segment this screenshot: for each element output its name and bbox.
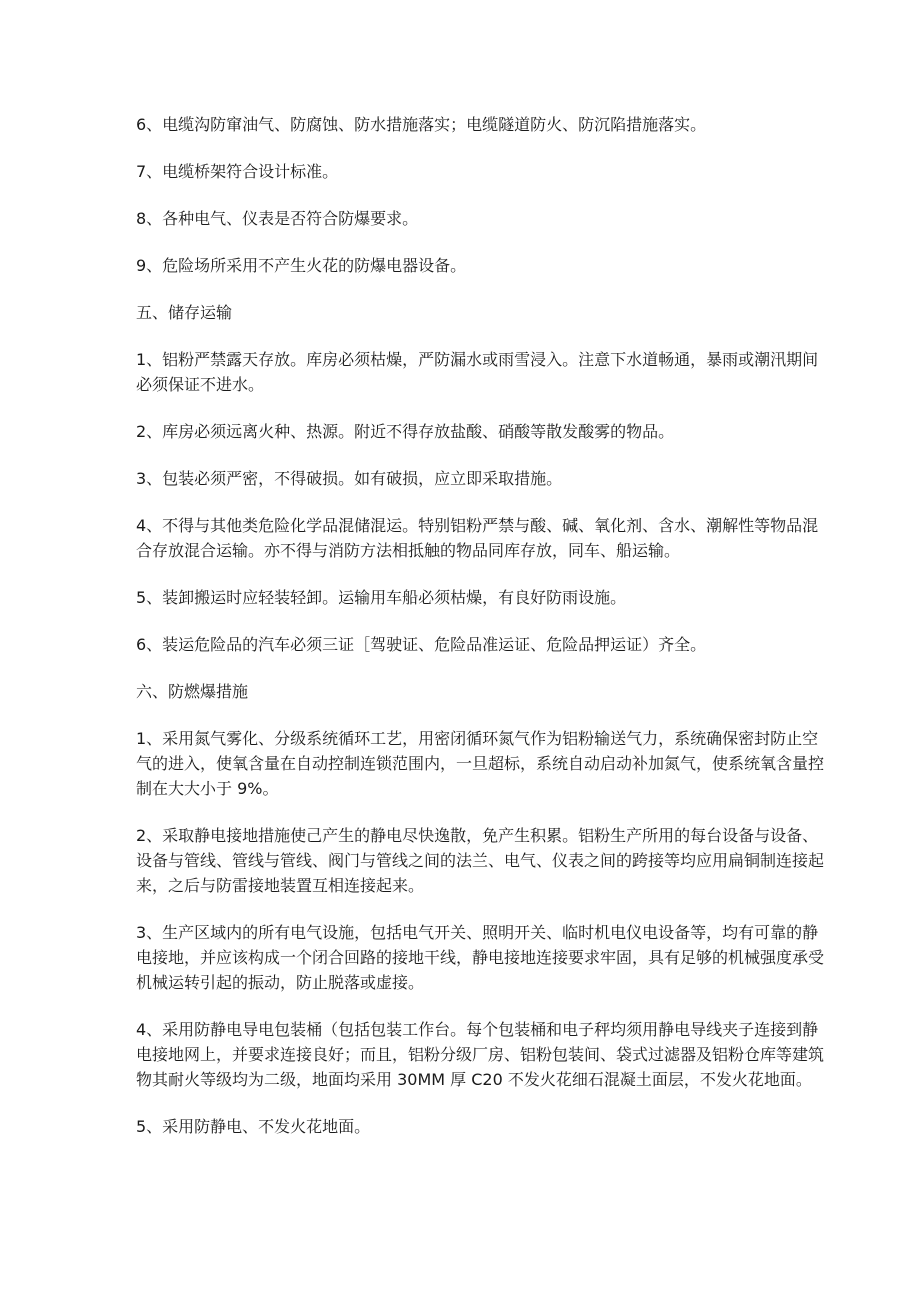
paragraph-storage-5: 5、装卸搬运时应轻装轻卸。运输用车船必须枯燥，有良好防雨设施。: [136, 588, 627, 607]
section-heading-storage-transport: 五、储存运输: [136, 303, 233, 322]
paragraph-prevention-5: 5、采用防静电、不发火花地面。: [136, 1117, 371, 1136]
paragraph-storage-6: 6、装运危险品的汽车必须三证［驾驶证、危险品准运证、危险品押运证）齐全。: [136, 635, 707, 654]
paragraph-prevention-3: 3、生产区域内的所有电气设施，包括电气开关、照明开关、临时机电仪电设备等，均有可靠的静电接地，并应该构成一个闭合回路的接地干线，静电接地连接要求牢固，具有足够的机械强度承受机械运转引起的振动，防止脱落或虚接。: [136, 923, 825, 992]
paragraph-storage-4: 4、不得与其他类危险化学品混储混运。特别铝粉严禁与酸、碱、氧化剂、含水、潮解性等物品混合存放混合运输。亦不得与消防方法相抵触的物品同库存放，同车、船运输。: [136, 516, 819, 560]
paragraph-storage-2: 2、库房必须远离火种、热源。附近不得存放盐酸、硝酸等散发酸雾的物品。: [136, 422, 675, 441]
paragraph-prevention-4: 4、采用防静电导电包装桶（包括包装工作台。每个包装桶和电子秤均须用静电导线夹子连接到静电接地网上，并要求连接良好；而且，铝粉分级厂房、铝粉包装间、袋式过滤器及铝粉仓库等建筑物其耐火等级均为二级，地面均采用 30MM 厚 C20 不发火花细石混凝土面层，不发火花地面。: [136, 1020, 825, 1089]
paragraph-cable-trench: 6、电缆沟防窜油气、防腐蚀、防水措施落实；电缆隧道防火、防沉陷措施落实。: [136, 115, 707, 134]
paragraph-storage-3: 3、包装必须严密，不得破损。如有破损，应立即采取措施。: [136, 469, 563, 488]
paragraph-explosion-proof-requirement: 8、各种电气、仪表是否符合防爆要求。: [136, 209, 419, 228]
paragraph-cable-tray: 7、电缆桥架符合设计标准。: [136, 162, 339, 181]
document-body: [136, 112, 826, 1161]
paragraph-prevention-1: 1、采用氮气雾化、分级系统循环工艺，用密闭循环氮气作为铝粉输送气力，系统确保密封防止空气的进入，使氧含量在自动控制连锁范围内，一旦超标，系统自动启动补加氮气，使系统氧含量控制在大大小于 9%。: [136, 729, 825, 798]
paragraph-storage-1: 1、铝粉严禁露天存放。库房必须枯燥，严防漏水或雨雪浸入。注意下水道畅通，暴雨或潮汛期间必须保证不进水。: [136, 350, 819, 394]
section-heading-fire-explosion-prevention: 六、防燃爆措施: [136, 682, 249, 701]
paragraph-explosion-proof-equipment: 9、危险场所采用不产生火花的防爆电器设备。: [136, 256, 467, 275]
paragraph-prevention-2: 2、采取静电接地措施使己产生的静电尽快逸散，免产生积累。铝粉生产所用的每台设备与设备、设备与管线、管线与管线、阀门与管线之间的法兰、电气、仪表之间的跨接等均应用扁铜制连接起来，之后与防雷接地装置互相连接起来。: [136, 826, 825, 895]
